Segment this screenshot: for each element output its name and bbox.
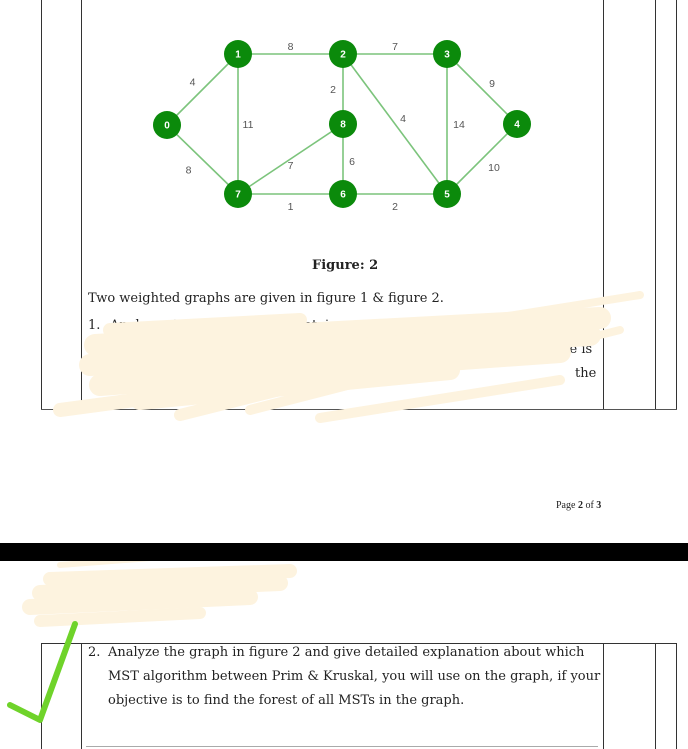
- graph-edge: [167, 125, 238, 194]
- question-2-number: 2.: [88, 645, 101, 660]
- question-1-fragment: to: [110, 366, 124, 381]
- graph-edge: [343, 54, 447, 194]
- svg-text:2: 2: [340, 49, 346, 61]
- graph-node: [329, 110, 357, 138]
- graph-node: [433, 40, 461, 68]
- edge-weight-label: 4: [189, 76, 196, 89]
- current-page: 2: [577, 500, 583, 511]
- figure-caption: Figure: 2: [312, 258, 379, 273]
- edge-weight-label: 11: [242, 119, 254, 131]
- table-border-right-2: [655, 643, 656, 749]
- edge-weight-label: 7: [287, 160, 294, 172]
- edge-weight-label: 6: [349, 156, 355, 168]
- edge-weight-label: 2: [330, 84, 336, 96]
- edge-weight-label: 14: [453, 119, 465, 131]
- svg-text:3: 3: [444, 49, 450, 61]
- page-separator: [0, 543, 688, 561]
- graph-node: [433, 180, 461, 208]
- question-1-fragment: will: [330, 342, 354, 357]
- table-border-left-inner: [81, 643, 82, 749]
- question-1-fragment: the: [575, 366, 597, 381]
- graph-node: [329, 40, 357, 68]
- graph-edge: [447, 54, 517, 124]
- question-1-fragment: ive is: [558, 342, 593, 357]
- graph-node: [224, 40, 252, 68]
- question-1-fragment: T: [588, 318, 597, 333]
- edge-weight-label: 8: [185, 164, 192, 177]
- svg-text:7: 7: [235, 189, 241, 201]
- checkmark-icon: [0, 620, 80, 730]
- edge-weight-label: 4: [400, 113, 406, 125]
- graph-edge: [167, 54, 238, 125]
- svg-text:8: 8: [340, 119, 346, 131]
- graph-node: [503, 110, 531, 138]
- svg-text:5: 5: [444, 189, 450, 201]
- question-1-fragment: detai: [296, 318, 330, 333]
- svg-text:0: 0: [164, 120, 170, 132]
- graph-node: [329, 180, 357, 208]
- svg-text:6: 6: [340, 189, 346, 201]
- answer-line: [86, 746, 598, 747]
- question-2-text: Analyze the graph in figure 2 and give detailed explanation about which MST algorithm between Prim & Kruskal, you will use on the graph, if your objective is to find the forest of all MSTs in the graph.: [108, 645, 601, 708]
- edge-weight-label: 1: [287, 201, 294, 213]
- question-1-fragment: in figur: [173, 318, 222, 333]
- question-1-fragment: Analy: [110, 318, 148, 333]
- page-number: [556, 500, 601, 511]
- question-1-fragment: wh: [518, 318, 538, 333]
- question-1-fragment: and: [246, 318, 271, 333]
- edge-weight-label: 7: [392, 41, 398, 53]
- total-pages: 3: [596, 500, 602, 511]
- page-of: of: [582, 500, 597, 511]
- edge-weight-label: 10: [488, 162, 500, 174]
- graph-node: [153, 111, 181, 139]
- edge-weight-label: 2: [392, 201, 398, 213]
- svg-text:1: 1: [235, 49, 241, 61]
- page-label: Page: [556, 500, 578, 511]
- svg-text:4: 4: [514, 119, 520, 131]
- weighted-graph-figure: [0, 0, 688, 240]
- intro-text: Two weighted graphs are given in figure 1 & figure 2.: [88, 291, 444, 306]
- edge-weight-label: 8: [287, 41, 294, 53]
- table-border-bottom: [41, 409, 677, 410]
- graph-edge: [238, 124, 343, 194]
- graph-node: [224, 180, 252, 208]
- edge-weight-label: 9: [489, 78, 495, 90]
- question-1-number: 1.: [88, 318, 101, 333]
- graph-edge: [447, 124, 517, 194]
- table-border-right-3: [676, 643, 677, 749]
